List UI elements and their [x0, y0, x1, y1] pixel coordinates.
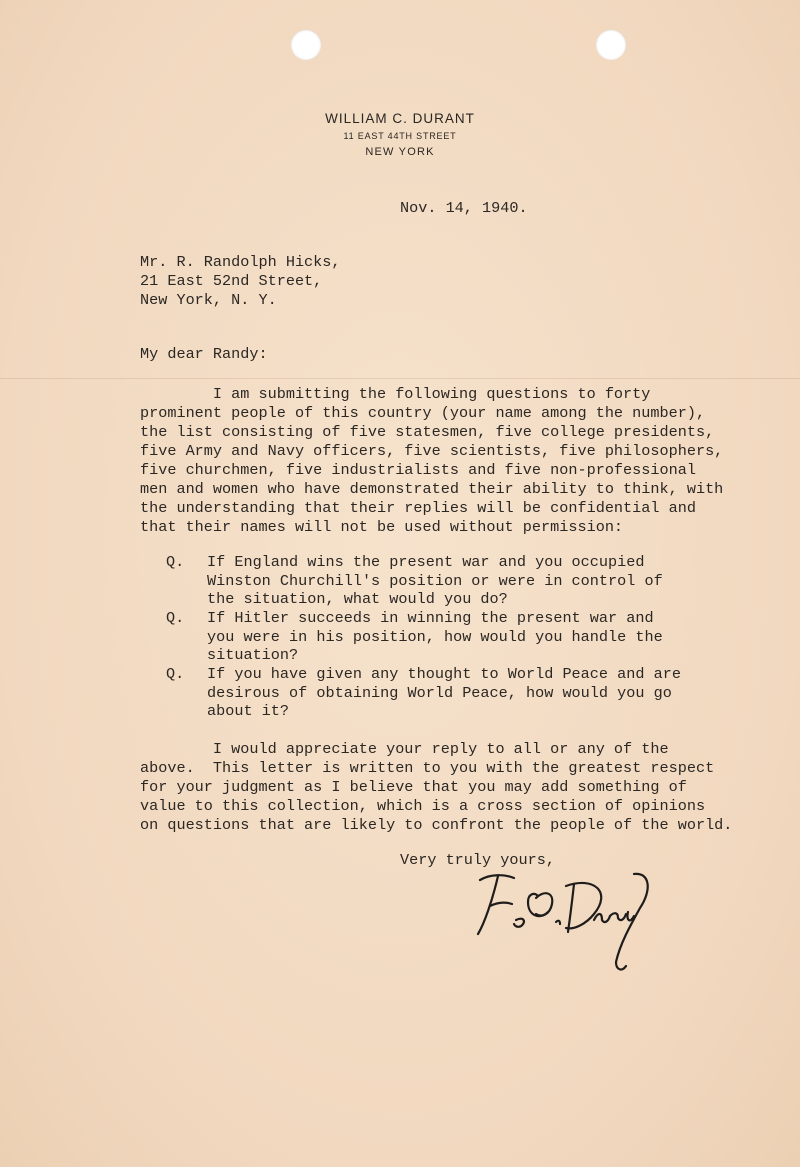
letter-date: Nov. 14, 1940.	[400, 199, 528, 217]
intro-line: I am submitting the following questions to forty	[140, 385, 651, 403]
salutation: My dear Randy:	[140, 345, 268, 363]
intro-line: that their names will not be used without permission:	[140, 518, 624, 536]
question-marker: Q.	[166, 553, 185, 571]
question-line: If Hitler succeeds in winning the present war and	[207, 609, 654, 627]
question-line: about it?	[207, 702, 290, 720]
question-line: If England wins the present war and you occupied	[207, 553, 645, 571]
intro-line: the list consisting of five statesmen, five college presidents,	[140, 423, 715, 441]
question-line: the situation, what would you do?	[207, 590, 508, 608]
question-marker: Q.	[166, 665, 185, 683]
closing-para-line: value to this collection, which is a cross section of opinions	[140, 797, 706, 815]
fold-crease	[0, 378, 800, 379]
closing-para-line: for your judgment as I believe that you may add something of	[140, 778, 687, 796]
intro-line: men and women who have demonstrated their ability to think, with	[140, 480, 724, 498]
intro-line: the understanding that their replies will be confidential and	[140, 499, 696, 517]
question-line: If you have given any thought to World Peace and are	[207, 665, 681, 683]
punch-hole-left	[291, 30, 321, 60]
closing-para-line: I would appreciate your reply to all or any of the	[140, 740, 669, 758]
complimentary-close: Very truly yours,	[400, 851, 555, 869]
question-line: you were in his position, how would you handle the	[207, 628, 663, 646]
question-line: situation?	[207, 646, 299, 664]
question-marker: Q.	[166, 609, 185, 627]
letterhead-address: 11 EAST 44TH STREET	[343, 131, 457, 141]
recipient-line: 21 East 52nd Street,	[140, 272, 323, 290]
letterhead-name: WILLIAM C. DURANT	[325, 111, 475, 126]
recipient-line: Mr. R. Randolph Hicks,	[140, 253, 341, 271]
letterhead-city: NEW YORK	[365, 146, 435, 158]
question-line: Winston Churchill's position or were in control of	[207, 572, 663, 590]
intro-line: prominent people of this country (your name among the number),	[140, 404, 706, 422]
handwritten-signature	[470, 862, 660, 977]
intro-line: five churchmen, five industrialists and five non-professional	[140, 461, 696, 479]
punch-hole-right	[596, 30, 626, 60]
intro-line: five Army and Navy officers, five scientists, five philosophers,	[140, 442, 724, 460]
closing-para-line: on questions that are likely to confront the people of the world.	[140, 816, 733, 834]
question-line: desirous of obtaining World Peace, how would you go	[207, 684, 672, 702]
closing-para-line: above. This letter is written to you with the greatest respect	[140, 759, 715, 777]
recipient-line: New York, N. Y.	[140, 291, 277, 309]
